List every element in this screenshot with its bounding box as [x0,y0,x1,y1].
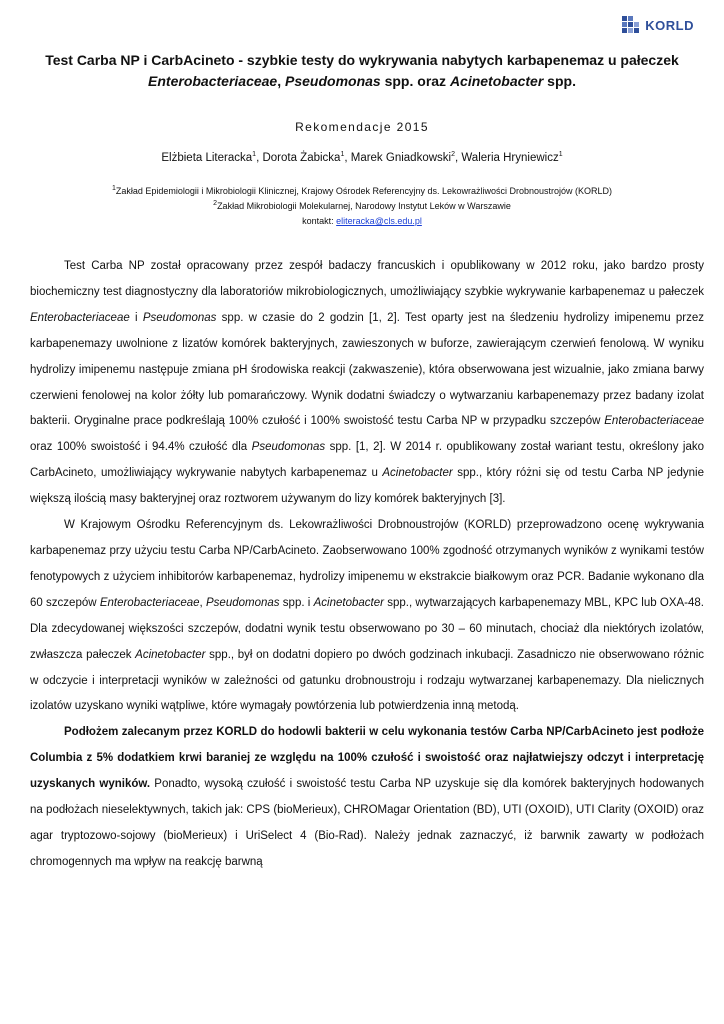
italic-term: Enterobacteriaceae [30,311,130,324]
bold-text: Podłożem zalecanym przez KORLD do hodowli bakterii w celu wykonania testów Carba NP/CarbAcineto jest podłoże Columbia z 5% dodatkiem krwi baraniej ze względu na 100% czułość i swoistość oraz najłatwiejszy odczyt i interpretację uzyskanych wyników. [30,726,704,791]
author-sep: , [256,152,263,164]
title-italic-1: Enterobacteriaceae [148,73,278,89]
korld-logo [622,16,694,34]
affiliation-2 [20,199,704,214]
italic-term: Acinetobacter [382,467,453,480]
body-paragraph [30,513,704,720]
text-run: i [129,311,143,324]
korld-logo-icon [622,16,640,34]
text-run: spp., wytwarzających karbapenemazy MBL, KPC lub OXA-48. Dla zdecydowanej większości szczepów, dodatni wynik testu obserwowano po 30 – 60 minutach, chociaż dla niektórych izolatów, zwłaszcza pałeczek [30,596,704,661]
author-sep: , [454,152,462,164]
body-paragraph [30,720,704,875]
text-run: oraz 100% swoistość i 94.4% czułość dla [30,441,252,454]
title-italic-3: Acinetobacter [449,73,544,89]
authors-line [0,152,724,164]
italic-term: Pseudomonas [206,596,280,609]
author-name: Dorota Żabicka [262,152,341,164]
title-line-2 [20,71,704,92]
text-run: spp., który różni się od testu Carba NP jedynie większą ilością masy bakteryjnej oraz roztworem używanym do lizy komórek bakteryjnych [3]. [30,467,704,506]
recommendations-label: Rekomendacje 2015 [295,120,429,134]
document-title [20,50,704,92]
italic-term: Acinetobacter [313,596,384,609]
italic-term: Pseudomonas [251,441,326,454]
title-line-1: Test Carba NP i CarbAcineto - szybkie testy do wykrywania nabytych karbapenemaz u pałeczek [45,52,679,68]
affil-text: Zakład Epidemiologii i Mikrobiologii Klinicznej, Krajowy Ośrodek Referencyjny ds. Lekowrażliwości Drobnoustrojów (KORLD) [115,186,613,196]
text-run: spp. [1, 2]. W 2014 r. opublikowany został wariant testu, określony jako CarbAcineto, umożliwiający wykrywanie nabytych karbapenemaz u [30,441,704,480]
affiliations [20,184,704,229]
contact-line [20,214,704,229]
contact-label: kontakt: [302,216,337,226]
title-end: spp. [543,73,576,89]
text-run: spp. i [279,596,314,609]
author-affil-sup: 1 [340,151,345,159]
author-affil-sup: 1 [252,151,257,159]
author-affil-sup: 2 [451,151,455,159]
author-name: Marek Gniadkowski [350,152,452,164]
author-sep: , [344,152,351,164]
text-run: spp. w czasie do 2 godzin [1, 2]. Test oparty jest na śledzeniu hydrolizy imipenemu przez karbapenemazy uwolnione z lizatów komórek bakteryjnych, zawieszonych w buforze, zawierającym czerwień fenolową. W wyniku hydrolizy imipenemu następuje zmiana pH środowiska reakcji (zakwaszenie), która obserwowana jest wizualnie, jako zmiana barwy czerwieni fenolowej na kolor żółty lub pomarańczowy. Wynik dodatni świadczy o wytwarzaniu karbapenemazy przez badany izolat bakterii. Oryginalne prace podkreślają 100% czułość i 100% swoistość testu Carba NP w przypadku szczepów [30,311,704,428]
text-run: Test Carba NP został opracowany przez zespół badaczy francuskich i opublikowany w 2012 roku, jako bardzo prosty biochemiczny test diagnostyczny dla laboratoriów mikrobiologicznych, umożliwiający szybkie wykrywanie karbapenemaz u pałeczek [30,260,704,298]
contact-email-link[interactable]: eliteracka@cls.edu.pl [336,216,422,226]
italic-term: Acinetobacter [135,648,206,661]
italic-term: Pseudomonas [142,311,217,324]
italic-term: Enterobacteriaceae [99,596,200,609]
title-mid: spp. oraz [380,73,450,89]
body-paragraph [30,254,704,513]
affil-sup: 1 [111,185,116,192]
author-name: Waleria Hryniewicz [461,152,559,164]
title-sep: , [277,73,285,89]
body-text [30,254,704,876]
title-italic-2: Pseudomonas [285,73,381,89]
affiliation-1 [20,184,704,199]
text-run: , [199,596,207,609]
affil-text: Zakład Mikrobiologii Molekularnej, Narodowy Instytut Leków w Warszawie [217,201,511,211]
author-name: Elżbieta Literacka [161,152,253,164]
text-run: W Krajowym Ośrodku Referencyjnym ds. Lekowrażliwości Drobnoustrojów (KORLD) przeprowadzono ocenę wykrywania karbapenemaz przy użyciu testu Carba NP/CarbAcineto. Zaobserwowano 100% zgodność otrzymanych wyników z wynikami testów fenotypowych z użyciem inhibitorów karbapenemaz, hydrolizy imipenemu w ekstrakcie białkowym oraz PCR. Badanie wykonano dla 60 szczepów [30,519,704,609]
logo-text: KORLD [645,17,694,33]
italic-term: Enterobacteriaceae [604,415,704,428]
text-run: Ponadto, wysoką czułość i swoistość testu Carba NP uzyskuje się dla komórek bakteryjnych hodowanych na podłożach nieselektywnych, takich jak: CPS (bioMerieux), CHROMagar Orientation (BD), UTI (OXOID), UTI Clarity (OXOID) oraz agar tryptozowo-sojowy (bioMerieux) i UriSelect 4 (Bio-Rad). Należy jednak zaznaczyć, iż barwnik zawarty w podłożach chromogennych ma wpływ na reakcję barwną [30,778,704,868]
author-affil-sup: 1 [558,151,563,159]
text-run: spp., był on dodatni dopiero po dwóch godzinach inkubacji. Zasadniczo nie obserwowano różnic w odczycie i interpretacji wyników w zależności od gatunku drobnoustroju i rodzaju wytwarzanej karbapenemazy. Dla nielicznych izolatów uzyskano wyniki wątpliwe, które wymagały powtórzenia lub potwierdzenia inną metodą. [30,648,705,713]
affil-sup: 2 [213,200,218,207]
